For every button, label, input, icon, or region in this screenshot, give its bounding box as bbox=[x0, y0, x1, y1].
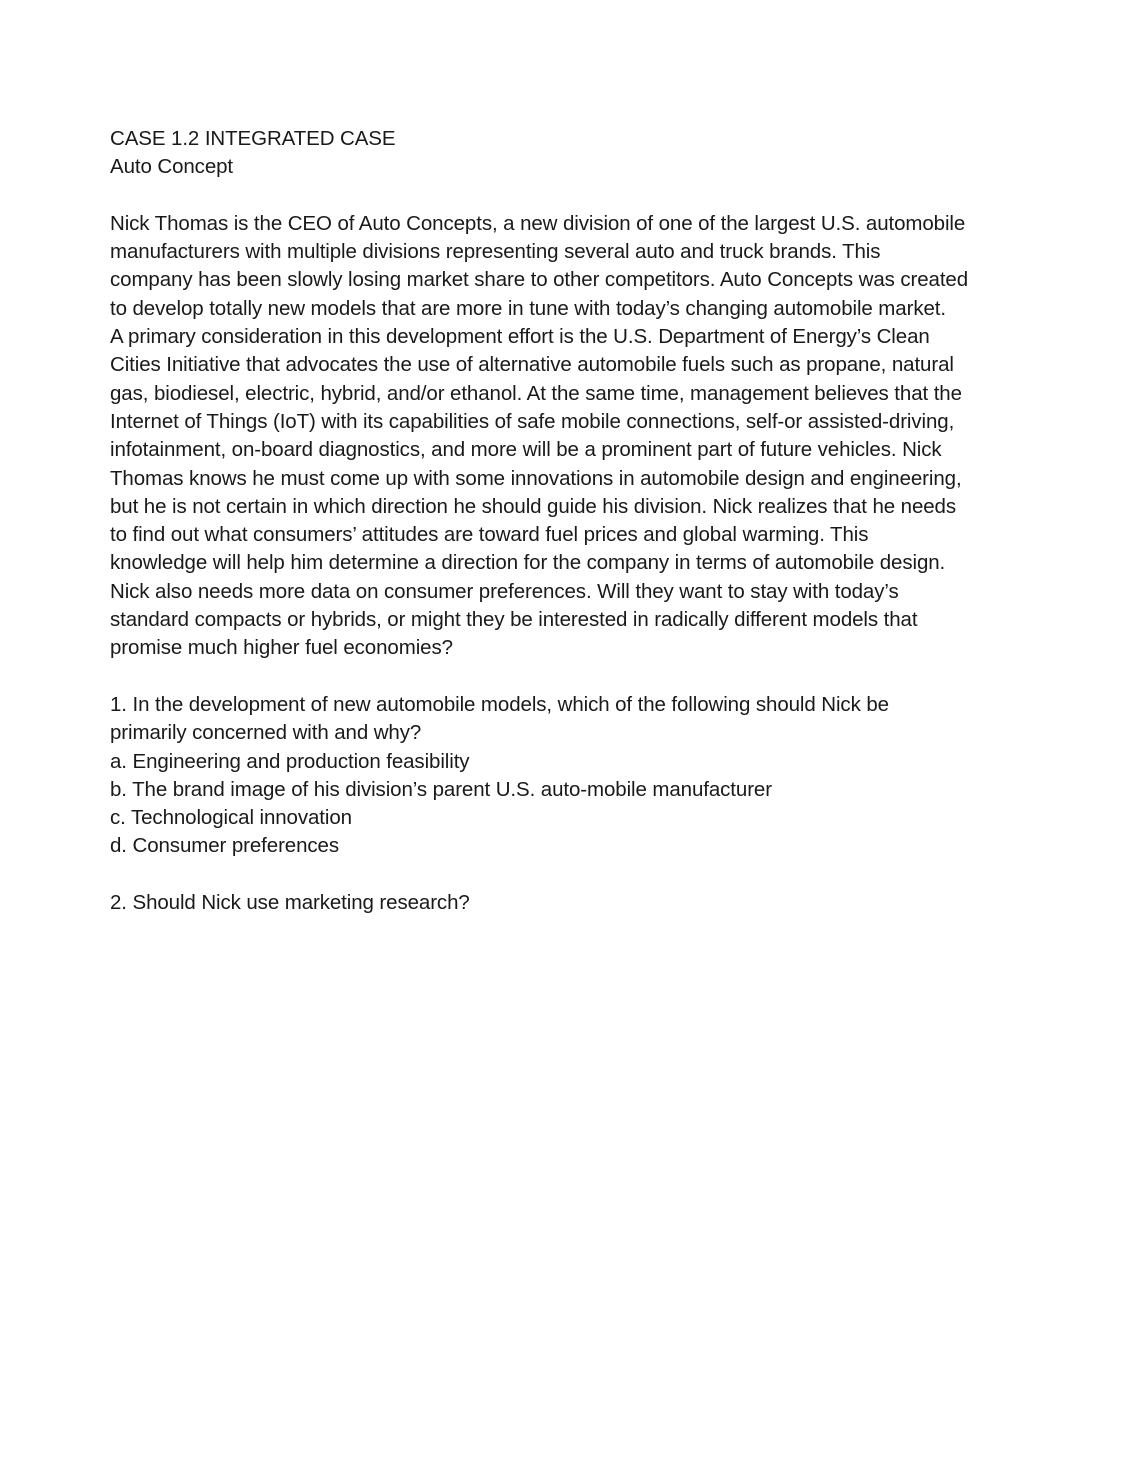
spacer bbox=[110, 861, 1040, 889]
paragraph-line: Nick Thomas is the CEO of Auto Concepts, a new division of one of the largest U.S. automobile bbox=[110, 211, 966, 235]
case-title: CASE 1.2 INTEGRATED CASE bbox=[110, 127, 396, 150]
option-c: c. Technological innovation bbox=[110, 806, 352, 830]
case-subtitle: Auto Concept bbox=[110, 155, 234, 179]
question-2: 2. Should Nick use marketing research? bbox=[110, 891, 470, 915]
paragraph-line: A primary consideration in this development effort is the U.S. Department of Energy’s Clean bbox=[110, 325, 930, 349]
option-b: b. The brand image of his division’s parent U.S. auto-mobile manufacturer bbox=[110, 777, 772, 801]
spacer bbox=[110, 182, 1040, 210]
paragraph-line: Internet of Things (IoT) with its capabilities of safe mobile connections, self-or assisted-driving, bbox=[110, 409, 955, 433]
question-1-text: 1. In the development of new automobile models, which of the following should Nick be bbox=[110, 692, 889, 716]
paragraph-line: promise much higher fuel economies? bbox=[110, 636, 453, 660]
option-d: d. Consumer preferences bbox=[110, 834, 340, 858]
paragraph-line: standard compacts or hybrids, or might they be interested in radically different models that bbox=[110, 608, 918, 632]
paragraph-line: Cities Initiative that advocates the use of alternative automobile fuels such as propane, natural bbox=[110, 353, 954, 377]
question-1-text: primarily concerned with and why? bbox=[110, 721, 422, 745]
paragraph-line: manufacturers with multiple divisions representing several auto and truck brands. This bbox=[110, 240, 881, 264]
paragraph-line: infotainment, on-board diagnostics, and more will be a prominent part of future vehicles. Nick bbox=[110, 438, 942, 462]
paragraph-line: Thomas knows he must come up with some innovations in automobile design and engineering, bbox=[110, 466, 962, 490]
paragraph-line: to develop totally new models that are more in tune with today’s changing automobile market. bbox=[110, 296, 946, 320]
paragraph-line: company has been slowly losing market share to other competitors. Auto Concepts was created bbox=[110, 268, 969, 292]
paragraph-line: knowledge will help him determine a direction for the company in terms of automobile design. bbox=[110, 551, 946, 575]
paragraph-line: to find out what consumers’ attitudes are toward fuel prices and global warming. This bbox=[110, 523, 869, 547]
spacer bbox=[110, 663, 1040, 691]
document-page bbox=[110, 125, 1040, 917]
option-a: a. Engineering and production feasibility bbox=[110, 749, 470, 773]
paragraph-line: gas, biodiesel, electric, hybrid, and/or ethanol. At the same time, management believes that the bbox=[110, 381, 962, 405]
paragraph-line: but he is not certain in which direction he should guide his division. Nick realizes that he needs bbox=[110, 494, 956, 518]
question-1 bbox=[110, 691, 1040, 861]
case-paragraph bbox=[110, 210, 1040, 663]
paragraph-line: Nick also needs more data on consumer preferences. Will they want to stay with today’s bbox=[110, 579, 899, 603]
